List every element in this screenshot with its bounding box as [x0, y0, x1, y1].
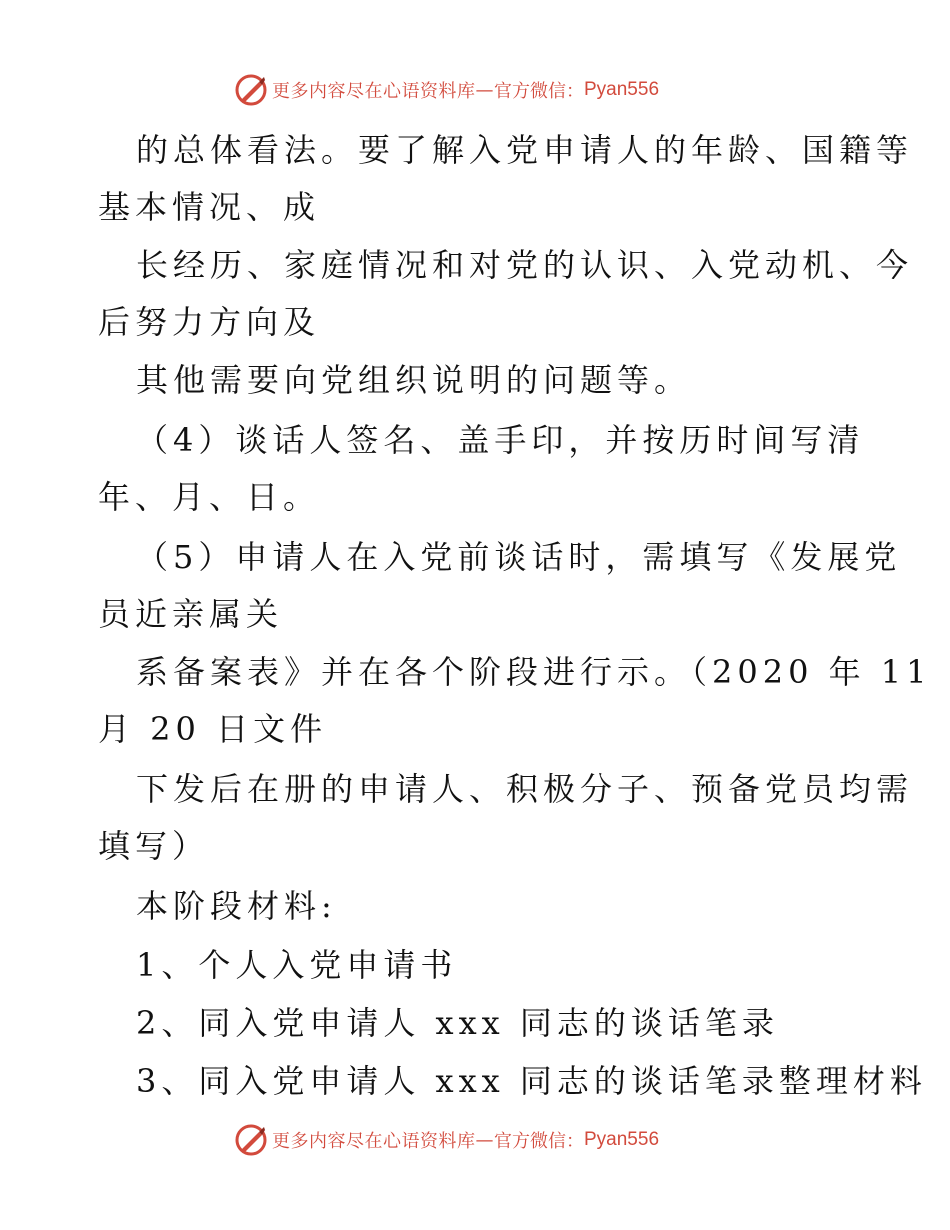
watermark-wechat-label: 官方微信：	[494, 1131, 584, 1152]
body-line: 后努力方向及	[98, 303, 321, 341]
body-line: 长经历、家庭情况和对党的认识、入党动机、今	[136, 246, 914, 284]
quill-seal-icon	[234, 1123, 268, 1157]
watermark-promo: 更多内容尽在心语资料库	[272, 1131, 476, 1152]
body-line: 1、个人入党申请书	[136, 946, 458, 984]
body-line: 3、同入党申请人 xxx 同志的谈话笔录整理材料	[136, 1062, 927, 1100]
watermark-banner-top	[234, 73, 659, 107]
body-line: 2、同入党申请人 xxx 同志的谈话笔录	[136, 1004, 779, 1042]
body-line: 本阶段材料:	[136, 887, 337, 925]
body-line: 月 20 日文件	[98, 710, 328, 748]
watermark-handle: Pyan556	[584, 79, 660, 100]
watermark-dash: —	[475, 1129, 494, 1151]
watermark-promo: 更多内容尽在心语资料库	[272, 81, 476, 102]
quill-seal-icon	[234, 73, 268, 107]
body-line: 系备案表》并在各个阶段进行示。（2020 年 11	[136, 653, 932, 691]
body-line: 填写）	[98, 827, 210, 865]
body-line: 的总体看法。要了解入党申请人的年龄、国籍等	[136, 131, 914, 169]
body-line: （4）谈话人签名、盖手印，并按历时间写清	[136, 421, 865, 459]
body-line: 员近亲属关	[98, 595, 284, 633]
watermark-wechat-label: 官方微信：	[494, 81, 584, 102]
body-line: 其他需要向党组织说明的问题等。	[136, 361, 692, 399]
body-line: （5）申请人在入党前谈话时，需填写《发展党	[136, 538, 902, 576]
body-line: 年、月、日。	[98, 478, 321, 516]
body-line: 基本情况、成	[98, 188, 321, 226]
watermark-handle: Pyan556	[584, 1129, 660, 1150]
watermark-dash: —	[475, 79, 494, 101]
watermark-banner-bottom	[234, 1123, 659, 1157]
body-line: 下发后在册的申请人、积极分子、预备党员均需	[136, 770, 914, 808]
